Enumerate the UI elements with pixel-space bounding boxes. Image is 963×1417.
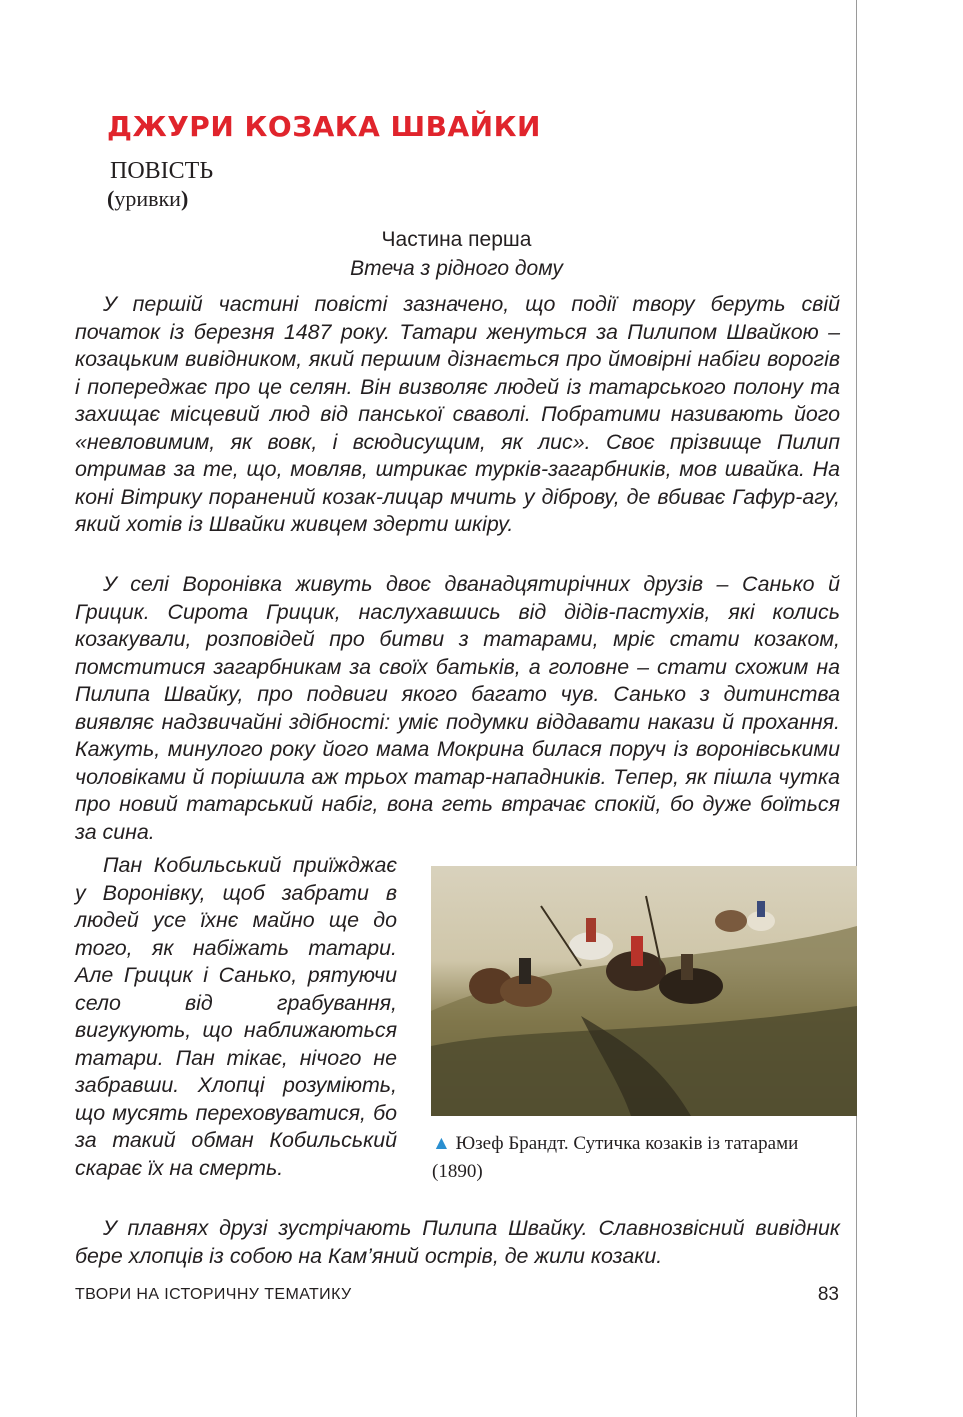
triangle-marker-icon: ▲ [432,1133,451,1154]
painting-caption [432,1130,832,1186]
paragraph-2: У селі Воронівка живуть двоє дванадцятирічних друзів – Санько й Грицик. Сирота Грицик, наслухавшись від дідів-пастухів, які колись козакували, розповідей про битви з татарами, мріє стати козаком, помститися загарбникам за своїх батьків, а головне – стати схожим на Пилипа Швайку, про подвиги якого багато чув. Санько з дитинства виявляє надзвичайні здібності: уміє подумки віддавати накази й прохання. Кажуть, минулого року його мама Мокрина билася поруч із воронівськими чоловіками й порішила аж трьох татар-нападників. Тепер, як пішла чутка про новий татарський набіг, вона геть втрачає спокій, бо дуже боїться за сина. [75,572,840,844]
page-title: ДЖУРИ КОЗАКА ШВАЙКИ [107,110,541,143]
battle-painting-image [431,866,857,1116]
footer-section-title: ТВОРИ НА ІСТОРИЧНУ ТЕМАТИКУ [75,1286,352,1303]
paragraph-4: У плавнях друзі зустрічають Пилипа Швайку. Славнозвісний вивідник бере хлопців із собою на Кам’яний острів, де жили козаки. [75,1216,840,1268]
page-number: 83 [817,1284,839,1305]
excerpt-open-paren: ( [107,186,115,211]
excerpt-text: уривки [114,186,181,211]
part-title: Частина перша [381,228,532,251]
excerpt-close-paren: ) [180,186,189,211]
part-subtitle: Втеча з рідного дому [350,257,563,280]
painting-art [431,866,857,1116]
excerpt-label [107,186,188,212]
caption-author: Юзеф Брандт [455,1133,564,1154]
genre-label: ПОВІСТЬ [110,158,214,184]
paragraph-1: У першій частині повісті зазначено, що події твору беруть свій початок із березня 1487 року. Татари женуться за Пилипом Швайкою – козацьким вивідником, який першим дізнається про ймовірні набіги ворогів і попереджає про це селян. Він визволяє людей із татарського полону та захищає місцевий люд від панської сваволі. Побратими називають його «невловимим, як вовк, і всюдисущим, як лис». Своє прізвище Пилип отримав за те, що, мовляв, штрикає турків-загарбників, мов швайка. На коні Вітрику поранений козак-лицар мчить у діброву, де вбиває Гафур-агу, який хотів із Швайки живцем здерти шкіру. [75,292,840,536]
paragraph-3: Пан Кобильський приїжджає у Воронівку, щоб забрати в людей усе їхнє майно ще до того, як набіжать татари. Але Грицик і Санько, рятуючи село від грабування, вигукують, що наближаються татари. Пан тікає, нічого не забравши. Хлопці розуміють, що мусять переховуватися, бо за такий обман Кобильський скарає їх на смерть. [75,853,397,1180]
caption-title: . Сутичка козаків із татарами (1890) [432,1133,799,1182]
page-edge-line [856,0,857,1417]
